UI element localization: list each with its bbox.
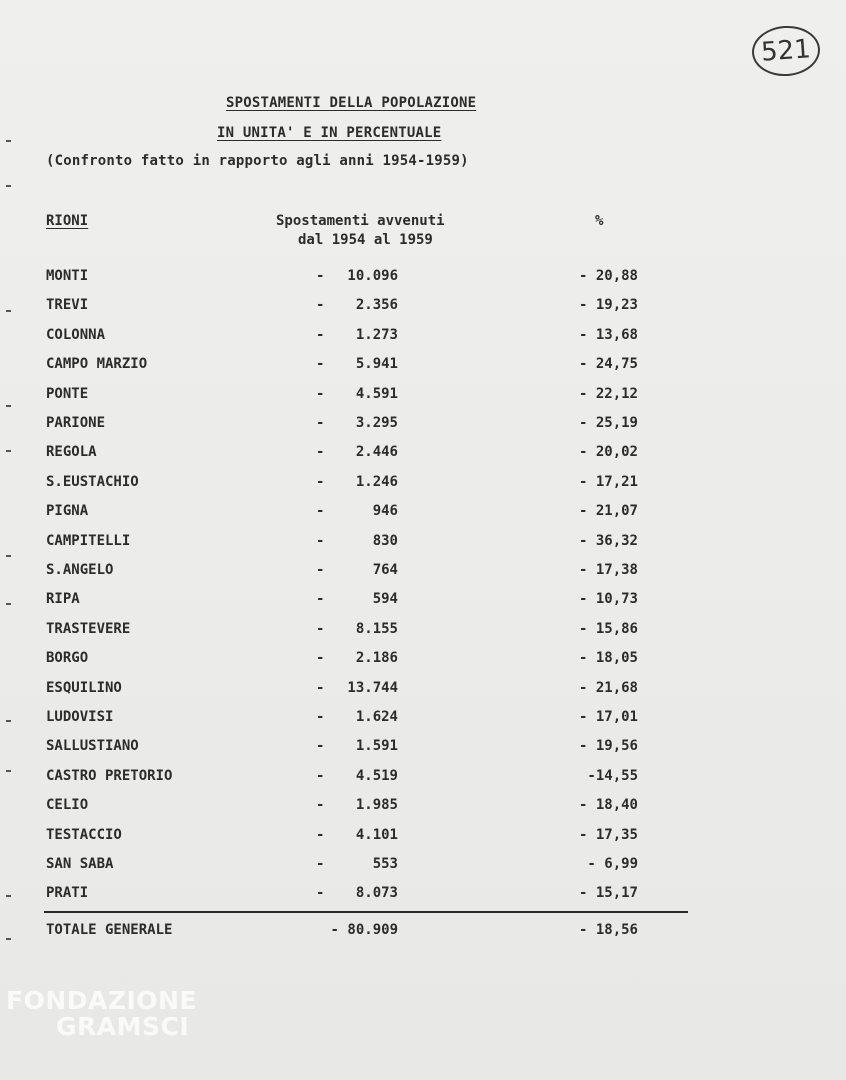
page-number-stamp: 521 [750,24,821,79]
rione-name: CASTRO PRETORIO [46,768,173,784]
units-sign: - [316,591,325,607]
table-row [0,356,846,380]
total-percent: - 18,56 [578,922,638,938]
displacement-percent: - 10,73 [578,591,638,607]
units-sign: - [316,444,325,460]
displacement-units: 946 [372,503,398,519]
rione-name: SAN SABA [46,856,114,872]
displacement-units: 8.155 [355,621,398,637]
displacement-units: 553 [372,856,398,872]
rione-name: PRATI [46,885,89,901]
rione-name: PIGNA [46,503,89,519]
units-sign: - [316,474,325,490]
displacement-units: 10.096 [347,268,398,284]
margin-mark [6,185,11,187]
table-row [0,474,846,498]
displacement-percent: - 21,07 [578,503,638,519]
displacement-units: 830 [372,533,398,549]
rione-name: CAMPITELLI [46,533,131,549]
rione-name: BORGO [46,650,89,666]
table-row [0,797,846,821]
units-sign: - [316,415,325,431]
displacement-percent: - 17,38 [578,562,638,578]
units-sign: - [316,768,325,784]
units-sign: - [316,533,325,549]
displacement-percent: - 18,40 [578,797,638,813]
displacement-units: 13.744 [347,680,398,696]
total-units: - 80.909 [330,922,398,938]
table-row [0,650,846,674]
table-row [0,856,846,880]
displacement-percent: -14,55 [587,768,638,784]
units-sign: - [316,268,325,284]
displacement-units: 764 [372,562,398,578]
units-sign: - [316,621,325,637]
column-header-percent: % [595,213,604,229]
table-row [0,297,846,321]
displacement-units: 4.101 [355,827,398,843]
units-sign: - [316,356,325,372]
table-row [0,268,846,292]
title-line-2: IN UNITA' E IN PERCENTUALE [217,125,442,141]
table-row [0,621,846,645]
units-sign: - [316,327,325,343]
units-sign: - [316,856,325,872]
rione-name: RIPA [46,591,80,607]
total-label: TOTALE GENERALE [46,922,173,938]
rione-name: LUDOVISI [46,709,114,725]
rione-name: CAMPO MARZIO [46,356,148,372]
total-divider-line [44,911,688,913]
displacement-percent: - 36,32 [578,533,638,549]
margin-mark [6,720,11,722]
rione-name: TRASTEVERE [46,621,131,637]
displacement-units: 1.273 [355,327,398,343]
margin-mark [6,938,11,940]
displacement-units: 594 [372,591,398,607]
rione-name: MONTI [46,268,89,284]
table-row [0,827,846,851]
title-line-1: SPOSTAMENTI DELLA POPOLAZIONE [226,95,477,111]
rione-name: TREVI [46,297,89,313]
table-row [0,768,846,792]
units-sign: - [316,738,325,754]
displacement-units: 5.941 [355,356,398,372]
table-row [0,444,846,468]
units-sign: - [316,297,325,313]
margin-mark [6,140,11,142]
units-sign: - [316,650,325,666]
table-row [0,386,846,410]
displacement-percent: - 19,23 [578,297,638,313]
table-row [0,738,846,762]
displacement-units: 2.446 [355,444,398,460]
displacement-percent: - 22,12 [578,386,638,402]
units-sign: - [316,503,325,519]
table-row [0,562,846,586]
displacement-percent: - 15,17 [578,885,638,901]
displacement-units: 4.519 [355,768,398,784]
rione-name: SALLUSTIANO [46,738,139,754]
displacement-units: 2.356 [355,297,398,313]
title-line-3: (Confronto fatto in rapporto agli anni 1954-1959) [46,153,469,169]
margin-mark [6,895,11,897]
displacement-units: 1.624 [355,709,398,725]
table-row [0,327,846,351]
table-row [0,533,846,557]
margin-mark [6,405,11,407]
units-sign: - [316,709,325,725]
table-row [0,885,846,909]
table-row [0,415,846,439]
total-row [0,922,846,946]
margin-mark [6,450,11,452]
displacement-units: 8.073 [355,885,398,901]
displacement-percent: - 18,05 [578,650,638,666]
margin-mark [6,603,11,605]
rione-name: COLONNA [46,327,106,343]
table-row [0,709,846,733]
displacement-percent: - 13,68 [578,327,638,343]
margin-mark [6,555,11,557]
rione-name: S.EUSTACHIO [46,474,139,490]
displacement-percent: - 19,56 [578,738,638,754]
column-header-spostamenti-2: dal 1954 al 1959 [298,232,433,248]
rione-name: S.ANGELO [46,562,114,578]
displacement-percent: - 21,68 [578,680,638,696]
displacement-percent: - 15,86 [578,621,638,637]
rione-name: REGOLA [46,444,97,460]
rione-name: TESTACCIO [46,827,122,843]
rione-name: PARIONE [46,415,106,431]
units-sign: - [316,797,325,813]
column-header-rioni: RIONI [46,213,89,229]
fondazione-gramsci-watermark: FONDAZIONE GRAMSCI [6,986,198,1041]
displacement-percent: - 17,21 [578,474,638,490]
displacement-units: 1.246 [355,474,398,490]
displacement-percent: - 20,88 [578,268,638,284]
displacement-units: 1.985 [355,797,398,813]
table-row [0,680,846,704]
displacement-units: 3.295 [355,415,398,431]
rione-name: PONTE [46,386,89,402]
displacement-units: 1.591 [355,738,398,754]
margin-mark [6,310,11,312]
column-header-spostamenti-1: Spostamenti avvenuti [276,213,445,229]
table-row [0,591,846,615]
displacement-percent: - 25,19 [578,415,638,431]
units-sign: - [316,562,325,578]
rione-name: CELIO [46,797,89,813]
units-sign: - [316,680,325,696]
units-sign: - [316,885,325,901]
rione-name: ESQUILINO [46,680,122,696]
displacement-percent: - 17,35 [578,827,638,843]
displacement-units: 4.591 [355,386,398,402]
displacement-percent: - 24,75 [578,356,638,372]
table-row [0,503,846,527]
displacement-percent: - 17,01 [578,709,638,725]
displacement-percent: - 20,02 [578,444,638,460]
margin-mark [6,770,11,772]
units-sign: - [316,827,325,843]
displacement-percent: - 6,99 [587,856,638,872]
displacement-units: 2.186 [355,650,398,666]
units-sign: - [316,386,325,402]
